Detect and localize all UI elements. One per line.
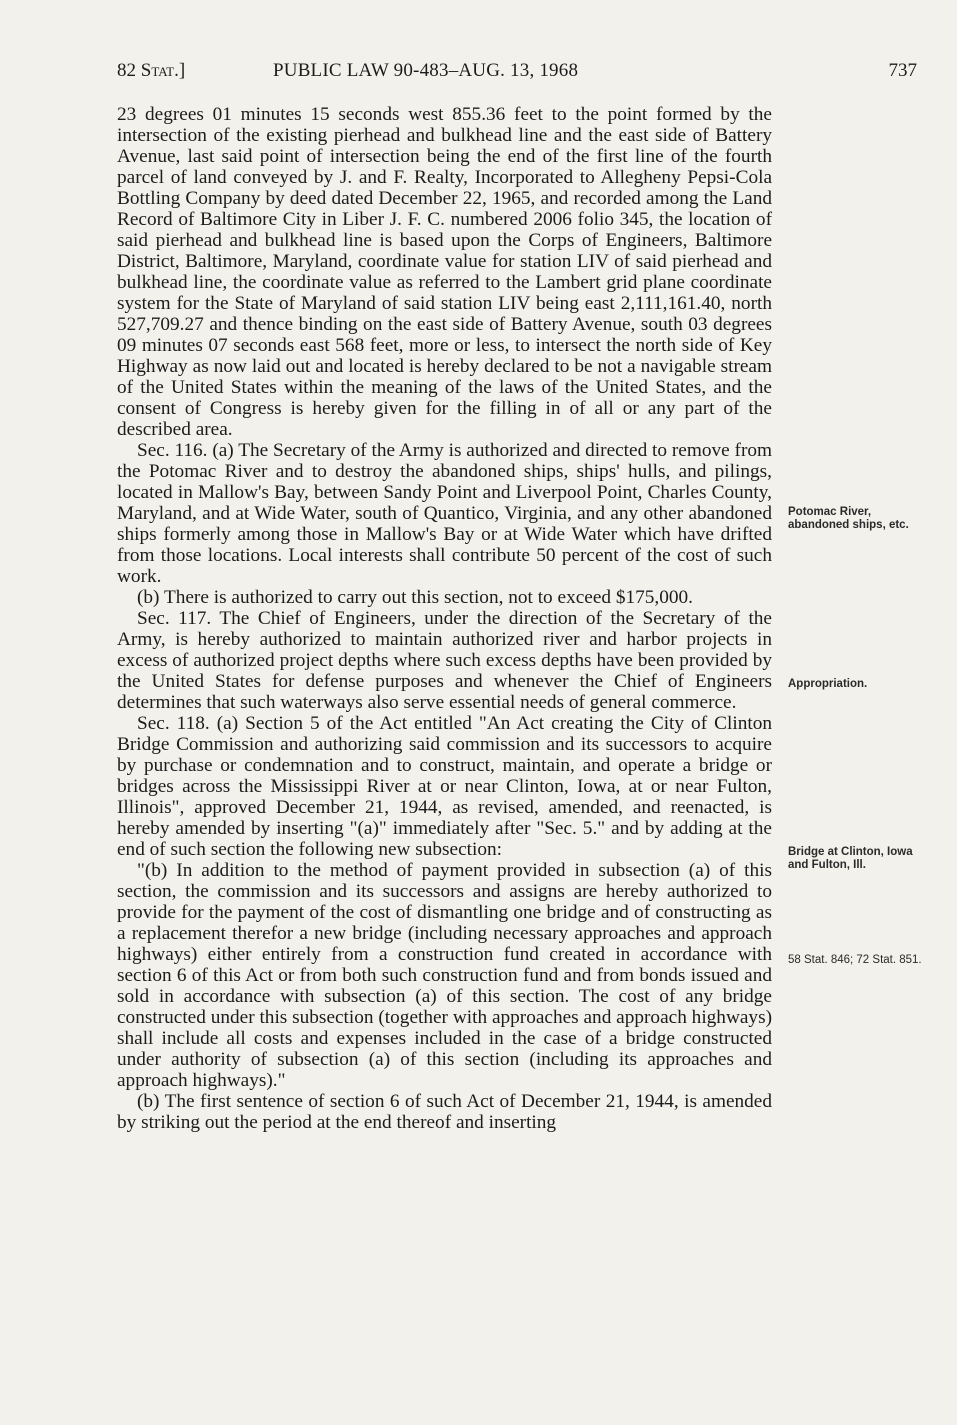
stat-volume: 82 <box>117 60 136 81</box>
paragraph-sec-118a: Sec. 118. (a) Section 5 of the Act entitled "An Act creating the City of Clinton Bridge Commission and authorizing said commission and its successors to acquire by purchase or condemnation and to construct, maintain, and operate a bridge or bridges across the Mississippi River at or near Clinton, Iowa, at or near Fulton, Illinois", approved December 21, 1944, as revised, amended, and reenacted, is hereby amended by inserting "(a)" immediately after "Sec. 5." and by adding at the end of such section the following new subsection: <box>117 713 772 860</box>
margin-note-appropriation: Appropriation. <box>788 678 868 690</box>
margin-note-stat-reference: 58 Stat. 846; 72 Stat. 851. <box>788 954 922 966</box>
paragraph-sec-116b: (b) There is authorized to carry out this section, not to exceed $175,000. <box>137 587 693 608</box>
page-number: 737 <box>888 60 917 81</box>
paragraph-quoted-subsection-b: "(b) In addition to the method of payment provided in subsection (a) of this section, the commission and its successors and assigns are hereby authorized to provide for the payment of the cost of dismantling one bridge and of constructing as a replacement therefor a new bridge (including necessary approaches and approach highways) either entirely from a construction fund created in accordance with section 6 of this Act or from both such construction fund and from bonds issued and sold in accordance with subsection (a) of this section. The cost of any bridge constructed under this subsection (together with approaches and approach highways) shall include all costs and expenses included in the case of a bridge constructed under authority of subsection (a) of this section (including its approaches and approach highways)." <box>117 860 772 1091</box>
margin-note-potomac: Potomac River, abandoned ships, etc. <box>788 506 909 531</box>
main-text <box>117 104 772 1133</box>
statute-reference <box>117 60 185 82</box>
paragraph-sec-116a: Sec. 116. (a) The Secretary of the Army is authorized and directed to remove from the Potomac River and to destroy the abandoned ships, ships' hulls, and pilings, located in Mallow's Bay, between Sandy Point and Liverpool Point, Charles County, Maryland, and at Wide Water, south of Quantico, Virginia, and any other abandoned ships formerly among those in Mallow's Bay or at Wide Water which have drifted from those locations. Local interests shall contribute 50 percent of the cost of such work. <box>117 440 772 587</box>
margin-note-bridge: Bridge at Clinton, Iowa and Fulton, Ill. <box>788 846 913 871</box>
page-header <box>117 60 917 84</box>
paragraph-sec-117: Sec. 117. The Chief of Engineers, under the direction of the Secretary of the Army, is hereby authorized to maintain authorized river and harbor projects in excess of authorized project depths where such excess depths have been provided by the United States for defense purposes and whenever the Chief of Engineers determines that such waterways also serve essential needs of general commerce. <box>117 608 772 713</box>
paragraph-continuation: 23 degrees 01 minutes 15 seconds west 855.36 feet to the point formed by the intersection of the existing pierhead and bulkhead line and the east side of Battery Avenue, last said point of intersection being the end of the first line of the fourth parcel of land conveyed by J. and F. Realty, Incorporated to Allegheny Pepsi-Cola Bottling Company by deed dated December 22, 1965, and recorded among the Land Record of Baltimore City in Liber J. F. C. numbered 2006 folio 345, the location of said pierhead and bulkhead line is based upon the Corps of Engineers, Baltimore District, Baltimore, Maryland, coordinate value for station LIV of said pierhead and bulkhead line, the coordinate value as referred to the Lambert grid plane coordinate system for the State of Maryland of said station LIV being east 2,111,161.40, north 527,709.27 and thence binding on the east side of Battery Avenue, south 03 degrees 09 minutes 07 seconds east 568 feet, more or less, to intersect the north side of Key Highway as now laid out and located is hereby declared to be not a navigable stream of the United States within the meaning of the laws of the United States, and the consent of Congress is hereby given for the filling in of all or any part of the described area. <box>117 104 772 440</box>
page-title: PUBLIC LAW 90-483–AUG. 13, 1968 <box>273 60 579 81</box>
paragraph-sec-118b: (b) The first sentence of section 6 of such Act of December 21, 1944, is amended by striking out the period at the end thereof and inserting <box>117 1091 772 1133</box>
stat-bracket: ] <box>178 60 186 81</box>
stat-word: Stat. <box>140 60 179 81</box>
